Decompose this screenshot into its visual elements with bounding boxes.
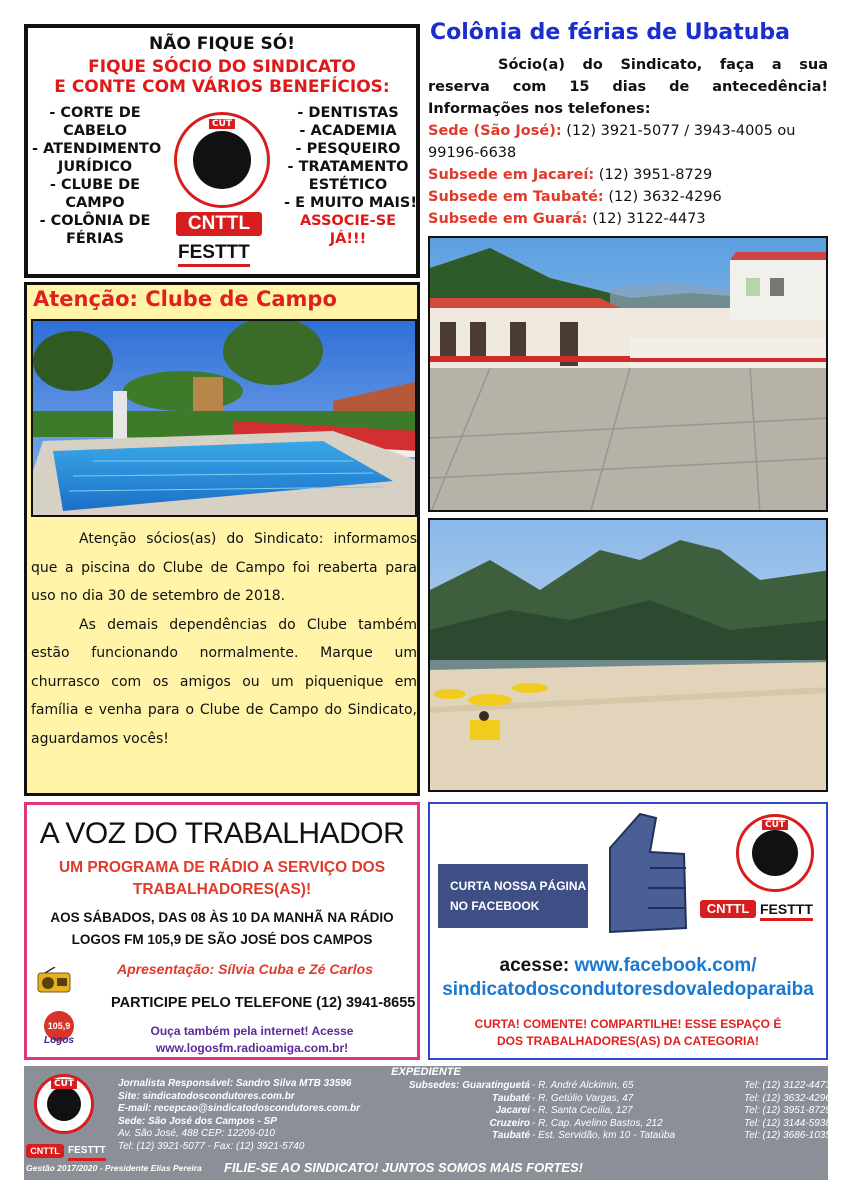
radio-internet	[27, 1023, 417, 1057]
phone-line-sede	[428, 120, 828, 164]
phone-value: (12) 3122-4473	[587, 211, 706, 227]
footer-slogan: FILIE-SE AO SINDICATO! JUNTOS SOMOS MAIS FORTES!	[224, 1160, 583, 1175]
footer-site-link[interactable]: Site: sindicatodoscondutores.com.br	[118, 1090, 295, 1102]
clube-text	[31, 525, 417, 753]
colonia-title: Colônia de férias de Ubatuba	[430, 20, 790, 45]
clube-title: Atenção: Clube de Campo	[33, 287, 337, 311]
footer-heading: EXPEDIENTE	[391, 1066, 461, 1078]
union-seal-logo	[34, 1074, 94, 1134]
radio-subtitle	[27, 857, 417, 901]
phone-line-taubate	[428, 186, 828, 208]
radio-schedule-line1: AOS SÁBADOS, DAS 08 ÀS 10 DA MANHÃ NA RÁDIO	[50, 910, 394, 925]
benefits-right-list	[284, 104, 417, 248]
radio-schedule-line2: LOGOS FM 105,9 DE SÃO JOSÉ DOS CAMPOS	[71, 932, 373, 947]
clube-de-campo-box	[24, 282, 420, 796]
festtt-logo: FESTTT	[68, 1144, 106, 1161]
facebook-cta	[430, 1016, 826, 1050]
union-seal-logo	[174, 112, 270, 208]
cut-logo: CUT	[209, 119, 235, 129]
phone-label: Subsede em Jacareí:	[428, 167, 595, 183]
radio-title: A VOZ DO TRABALHADOR	[39, 817, 405, 850]
list-item: - ATENDIMENTO	[32, 141, 162, 157]
associe-cta-2: JÁ!!!	[329, 231, 367, 247]
cnttl-logo: CNTTL	[176, 212, 262, 236]
footer-tel: Tel: (12) 3921-5077 - Fax: (12) 3921-5740	[118, 1140, 305, 1152]
list-item: CAMPO	[65, 195, 125, 211]
clube-paragraph-1: Atenção sócios(as) do Sindicato: informamos que a piscina do Clube de Campo foi reaberta para uso no dia 30 de setembro de 2018.	[31, 531, 417, 604]
colonia-info	[428, 54, 828, 230]
radio-program-box	[24, 802, 420, 1060]
logos-fm-name: Logos	[44, 1035, 74, 1046]
footer-expediente	[24, 1066, 831, 1180]
list-item: - PESQUEIRO	[295, 141, 401, 157]
list-item: - DENTISTAS	[297, 105, 399, 121]
benefits-box	[24, 24, 420, 278]
list-item: - CORTE DE	[49, 105, 141, 121]
facebook-url-block	[430, 954, 826, 1002]
radio-internet-line1: Ouça também pela internet! Acesse	[150, 1024, 354, 1038]
colonia-building-photo	[428, 236, 828, 512]
pool-photo	[31, 319, 417, 517]
footer-subsedes	[334, 1080, 844, 1143]
festtt-logo: FESTTT	[760, 900, 813, 921]
acesse-label: acesse:	[499, 955, 575, 976]
phone-label: Subsede em Guará:	[428, 211, 588, 227]
subsede-row: Jacareí - R. Santa Cecília, 127 Tel: (12) 3951-8729	[495, 1105, 831, 1116]
footer-endereco: Av. São José, 488 CEP: 12209-010	[118, 1128, 275, 1139]
clube-paragraph-2: As demais dependências do Clube também estão funcionando normalmente. Marque um churrasco com os amigos ou um piquenique em família e venha para o Clube de Campo do Sindicato, aguardamos vocês!	[31, 616, 417, 747]
phone-value: (12) 3921-5077 / 3943-4005 ou 99196-6638	[428, 123, 796, 161]
phone-line-guara	[428, 208, 828, 230]
benefits-line2: FIQUE SÓCIO DO SINDICATO	[88, 57, 356, 77]
colonia-intro: Sócio(a) do Sindicato, faça a sua reserva com 15 dias de antecedência! Informações nos telefones:	[428, 57, 828, 117]
thumbs-up-icon	[600, 808, 690, 938]
phone-value: (12) 3632-4296	[603, 189, 722, 205]
phone-label: Sede (São José):	[428, 123, 562, 139]
cnttl-logo: CNTTL	[700, 900, 756, 918]
list-item: ESTÉTICO	[308, 177, 388, 193]
ubatuba-beach-photo	[428, 518, 828, 792]
phone-value: (12) 3951-8729	[594, 167, 713, 183]
union-seal-logo	[736, 814, 814, 892]
facebook-cta-line2: DOS TRABALHADORES(AS) DA CATEGORIA!	[497, 1034, 759, 1048]
list-item: FÉRIAS	[65, 231, 125, 247]
benefits-left-list	[32, 104, 162, 248]
facebook-box	[428, 802, 828, 1060]
logos-fm-frequency: 105,9	[44, 1011, 74, 1041]
subsede-row: Taubaté - R. Getúlio Vargas, 47 Tel: (12) 3632-4296	[492, 1092, 831, 1104]
cnttl-logo: CNTTL	[26, 1144, 64, 1158]
list-item: JURÍDICO	[57, 159, 133, 175]
subsede-row: Taubaté - Est. Servidão, km 10 - Tataúba Tel: (12) 3686-1035	[492, 1130, 831, 1141]
phone-label: Subsede em Taubaté:	[428, 189, 604, 205]
facebook-thumb-caption	[438, 864, 588, 928]
cut-logo: CUT	[762, 820, 788, 830]
footer-jornalista: Jornalista Responsável: Sandro Silva MTB 33596	[118, 1078, 352, 1089]
radio-phone: PARTICIPE PELO TELEFONE (12) 3941-8655	[111, 995, 416, 1011]
radio-presenters: Apresentação: Sílvia Cuba e Zé Carlos	[117, 961, 373, 977]
list-item: CABELO	[63, 123, 127, 139]
list-item: - CLUBE DE	[49, 177, 141, 193]
radio-subtitle-line2: TRABALHADORES(AS)!	[132, 881, 312, 898]
footer-email-link[interactable]: E-mail: recepcao@sindicatodoscondutores.com.br	[118, 1103, 361, 1114]
list-item: - ACADEMIA	[299, 123, 397, 139]
facebook-cta-line1: CURTA! COMENTE! COMPARTILHE! ESSE ESPAÇO É	[474, 1017, 782, 1031]
facebook-url-link[interactable]: www.facebook.com/	[574, 955, 757, 976]
radio-icon	[37, 967, 71, 993]
radio-subtitle-line1: UM PROGRAMA DE RÁDIO A SERVIÇO DOS	[58, 859, 386, 876]
benefits-title: NÃO FIQUE SÓ!	[149, 34, 295, 54]
subsede-row: Cruzeiro - R. Cap. Avelino Bastos, 212 Tel: (12) 3144-5938	[489, 1117, 831, 1129]
facebook-url-link-2[interactable]: sindicatodoscondutoresdovaledoparaiba	[442, 979, 814, 1000]
radio-schedule	[27, 907, 417, 951]
festtt-logo: FESTTT	[178, 242, 250, 267]
associe-cta: ASSOCIE-SE	[299, 213, 397, 229]
list-item: - E MUITO MAIS!	[284, 195, 417, 211]
facebook-caption-line2: NO FACEBOOK	[450, 899, 540, 913]
footer-sede: Sede: São José dos Campos - SP	[118, 1115, 277, 1127]
benefits-line3: E CONTE COM VÁRIOS BENEFÍCIOS:	[54, 77, 390, 97]
subsede-row: Subsedes: Guaratinguetá - R. André Alckimin, 65 Tel: (12) 3122-4473	[408, 1080, 831, 1091]
list-item: - TRATAMENTO	[287, 159, 409, 175]
facebook-caption-line1: CURTA NOSSA PÁGINA	[450, 879, 587, 893]
footer-gestao: Gestão 2017/2020 - Presidente Elias Pereira	[26, 1163, 202, 1173]
cut-logo: CUT	[51, 1079, 77, 1089]
phone-line-jacarei	[428, 164, 828, 186]
list-item: - COLÔNIA DE	[39, 213, 151, 229]
radio-url-link[interactable]: www.logosfm.radioamiga.com.br!	[155, 1041, 349, 1055]
